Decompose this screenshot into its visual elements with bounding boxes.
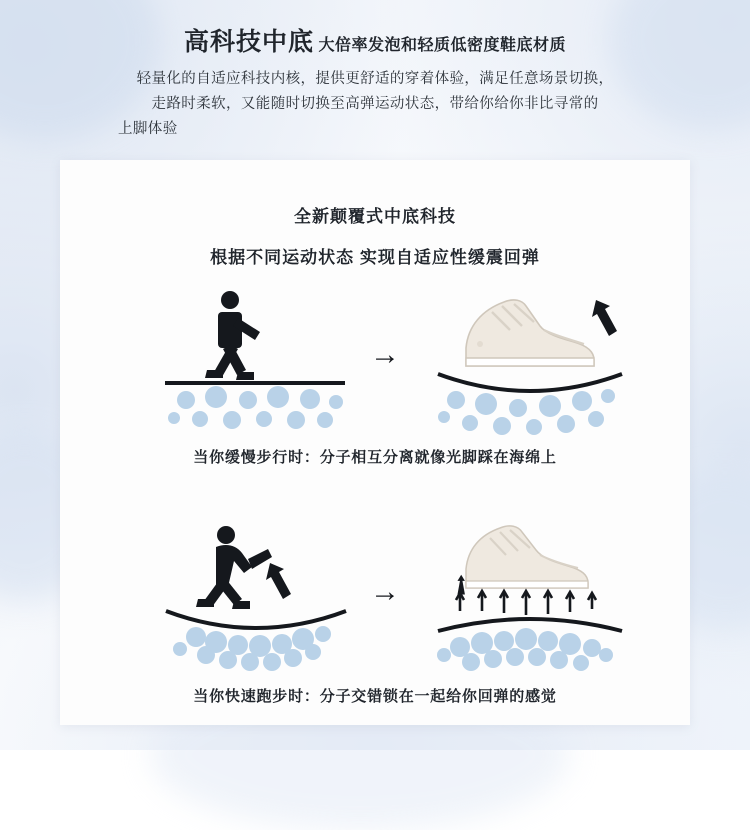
header-block xyxy=(0,22,750,142)
walking-person-icon xyxy=(160,278,350,438)
header-title-main: 高科技中底 xyxy=(184,28,315,56)
card-headline-primary: 全新颠覆式中底科技 xyxy=(294,207,456,226)
panel-walking-caption: 当你缓慢步行时：分子相互分离就像光脚踩在海绵上 xyxy=(193,449,557,466)
sneaker-compression-icon xyxy=(430,278,630,438)
panel-running xyxy=(60,515,690,715)
panel-running-caption: 当你快速跑步时：分子交错锁在一起给你回弹的感觉 xyxy=(193,688,557,705)
header-title xyxy=(184,22,566,58)
header-description-line-1: 轻量化的自适应科技内核，提供更舒适的穿着体验，满足任意场景切换， xyxy=(136,71,614,87)
header-description-line-3: 上脚体验 xyxy=(118,121,178,137)
panel-walking-scene xyxy=(60,278,690,438)
arrow-right-icon: → xyxy=(370,338,400,371)
header-title-sub: 大倍率发泡和轻质低密度鞋底材质 xyxy=(318,37,566,54)
panel-running-scene xyxy=(60,515,690,675)
panel-walking xyxy=(60,278,690,478)
running-person-illustration xyxy=(160,515,350,675)
card-headline-block xyxy=(60,160,690,268)
sneaker-rebound-icon xyxy=(430,515,630,675)
arrow-right-icon: → xyxy=(370,575,400,608)
walking-flow-arrow xyxy=(360,278,410,438)
running-person-icon xyxy=(160,515,350,675)
running-flow-arrow xyxy=(360,515,410,675)
shoe-compression-illustration xyxy=(430,278,630,438)
content-card xyxy=(60,160,690,725)
header-description xyxy=(0,67,750,142)
header-description-line-2: 走路时柔软，又能随时切换至高弹运动状态，带给你给你非比寻常的 xyxy=(151,96,599,112)
card-headline-secondary: 根据不同运动状态 实现自适应性缓震回弹 xyxy=(210,248,540,267)
shoe-rebound-illustration xyxy=(430,515,630,675)
walking-person-illustration xyxy=(160,278,350,438)
